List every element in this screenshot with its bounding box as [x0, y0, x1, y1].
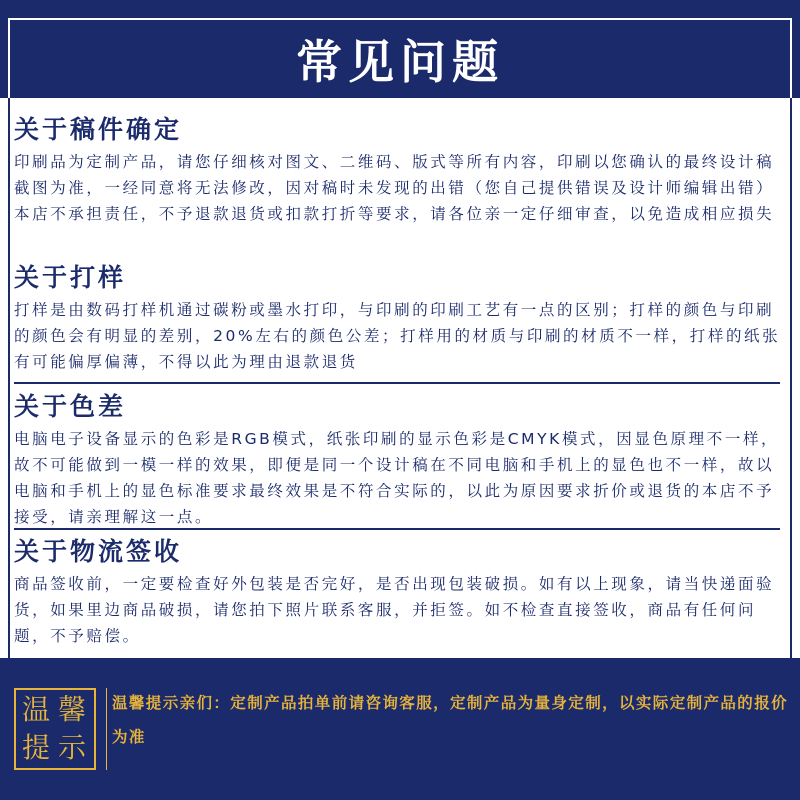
- section-manuscript: [14, 113, 786, 227]
- header-frame: [8, 18, 792, 98]
- section-title: 关于稿件确定: [14, 115, 183, 144]
- notice-label-line1: 温馨: [21, 693, 94, 726]
- section-body: 电脑电子设备显示的色彩是RGB模式，纸张印刷的显示色彩是CMYK模式，因显色原理不一样，故不可能做到一模一样的效果，即便是同一个设计稿在不同电脑和手机上的显色也不一样，故以电脑和手机上的显色标准要求最终效果是不符合实际的，以此为原因要求折价或退货的本店不予接受，请亲理解这一点。: [14, 430, 780, 526]
- left-border: [8, 98, 10, 658]
- page-title: 常见问题: [296, 35, 504, 89]
- section-logistics: [14, 535, 786, 649]
- section-title: 关于色差: [14, 392, 127, 421]
- section-divider: [14, 528, 780, 530]
- notice-label-line2: 提示: [21, 731, 94, 764]
- notice-text: 温馨提示亲们：定制产品拍单前请咨询客服，定制产品为量身定制，以实际定制产品的报价为准: [112, 694, 789, 746]
- section-body: 印刷品为定制产品，请您仔细核对图文、二维码、版式等所有内容，印刷以您确认的最终设计稿截图为准，一经同意将无法修改，因对稿时未发现的出错（您自己提供错误及设计师编辑出错）本店不承担责任，不予退款退货或扣款打折等要求，请各位亲一定仔细审查，以免造成相应损失: [14, 153, 775, 223]
- section-title: 关于物流签收: [14, 537, 183, 566]
- section-title: 关于打样: [14, 263, 127, 292]
- right-border: [790, 98, 792, 658]
- section-proofing: [14, 261, 786, 375]
- notice-separator: [106, 688, 107, 770]
- notice-footer: [0, 658, 800, 800]
- section-body: 商品签收前，一定要检查好外包装是否完好，是否出现包装破损。如有以上现象，请当快递面验货，如果里边商品破损，请您拍下照片联系客服，并拒签。如不检查直接签收，商品有任何问题，不予赔偿。: [14, 575, 775, 645]
- section-body: 打样是由数码打样机通过碳粉或墨水打印，与印刷的印刷工艺有一点的区别；打样的颜色与印刷的颜色会有明显的差别，20%左右的颜色公差；打样用的材质与印刷的材质不一样，打样的纸张有可能偏厚偏薄，不得以此为理由退款退货: [14, 301, 781, 371]
- section-divider: [14, 382, 780, 384]
- section-color-difference: [14, 390, 786, 530]
- notice-label-box: [14, 688, 96, 770]
- header-banner: [0, 0, 800, 98]
